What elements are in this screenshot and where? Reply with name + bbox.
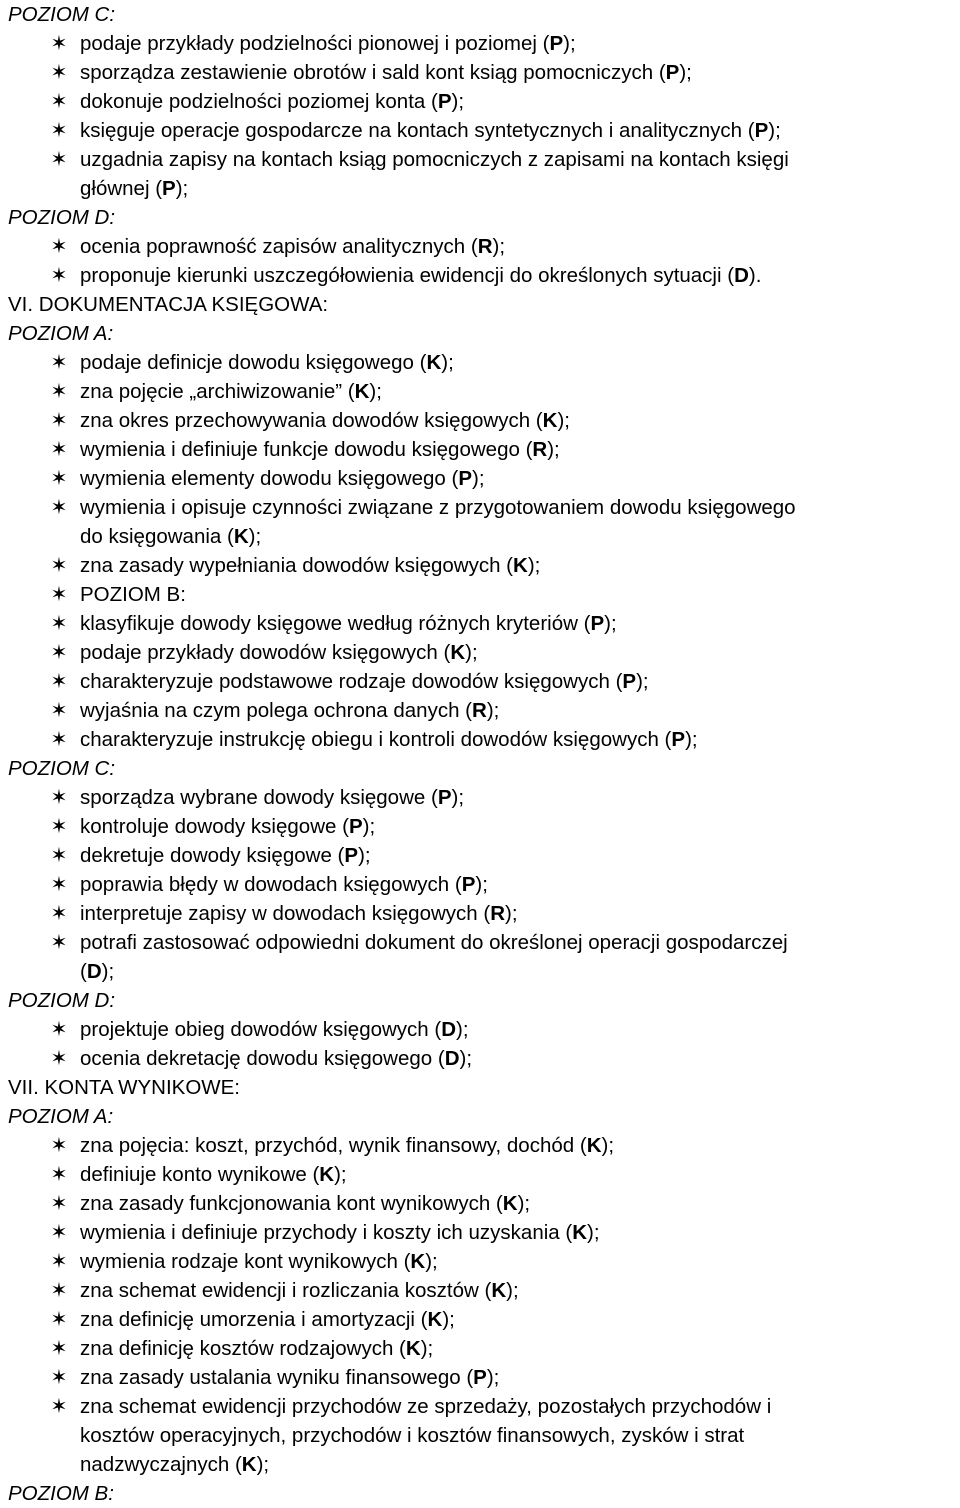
list-item — [8, 551, 960, 580]
list-item — [8, 1015, 960, 1044]
level-heading: POZIOM D: — [8, 989, 116, 1012]
requirement-code: R — [477, 235, 493, 258]
item-text: ). — [748, 264, 762, 287]
list-item — [8, 870, 960, 899]
item-text: ); — [604, 612, 617, 635]
star-bullet-icon: ✶ — [50, 1221, 68, 1244]
list-item — [8, 928, 960, 957]
list-item — [8, 667, 960, 696]
star-bullet-icon: ✶ — [50, 148, 68, 171]
list-item — [8, 725, 960, 754]
star-bullet-icon: ✶ — [50, 844, 68, 867]
list-item — [8, 1160, 960, 1189]
item-text: wyjaśnia na czym polega ochrona danych ( — [80, 699, 472, 722]
list-item — [8, 232, 960, 261]
list-item — [8, 116, 960, 145]
star-bullet-icon: ✶ — [50, 61, 68, 84]
item-text: charakteryzuje podstawowe rodzaje dowodów księgowych ( — [80, 670, 623, 693]
list-item — [8, 1044, 960, 1073]
list-item — [8, 29, 960, 58]
item-text: ); — [506, 1279, 519, 1302]
star-bullet-icon: ✶ — [50, 786, 68, 809]
item-text: zna definicję kosztów rodzajowych ( — [80, 1337, 406, 1360]
item-text: projektuje obieg dowodów księgowych ( — [80, 1018, 442, 1041]
item-text: poprawia błędy w dowodach księgowych ( — [80, 873, 462, 896]
item-text: POZIOM B: — [80, 583, 186, 606]
requirement-code: K — [233, 525, 249, 548]
list-item — [8, 783, 960, 812]
star-bullet-icon: ✶ — [50, 699, 68, 722]
requirement-code: P — [458, 467, 472, 490]
item-text: ); — [768, 119, 781, 142]
list-item — [8, 580, 960, 609]
requirement-code: K — [450, 641, 466, 664]
item-text: sporządza wybrane dowody księgowe ( — [80, 786, 438, 809]
requirement-code: P — [549, 32, 564, 55]
item-text: wymienia i definiuje funkcje dowodu księgowego ( — [80, 438, 533, 461]
requirement-code: K — [502, 1192, 518, 1215]
requirement-code: K — [405, 1337, 421, 1360]
level-heading: POZIOM C: — [8, 757, 116, 780]
star-bullet-icon: ✶ — [50, 1250, 68, 1273]
requirement-code: P — [348, 815, 363, 838]
star-bullet-icon: ✶ — [50, 264, 68, 287]
star-bullet-icon: ✶ — [50, 612, 68, 635]
item-text: ); — [472, 467, 485, 490]
requirement-code: K — [241, 1453, 257, 1476]
requirement-code: K — [586, 1134, 602, 1157]
list-item-continuation — [8, 522, 960, 551]
star-bullet-icon: ✶ — [50, 1018, 68, 1041]
item-text: wymienia i definiuje przychody i koszty ich uzyskania ( — [80, 1221, 573, 1244]
star-bullet-icon: ✶ — [50, 496, 68, 519]
item-text: ); — [475, 873, 488, 896]
item-text: głównej ( — [80, 177, 163, 200]
list-item — [8, 1131, 960, 1160]
star-bullet-icon: ✶ — [50, 902, 68, 925]
section-heading: VII. KONTA WYNIKOWE: — [8, 1076, 240, 1099]
item-text: wymienia elementy dowodu księgowego ( — [80, 467, 459, 490]
item-text: ); — [527, 554, 541, 577]
item-text: zna definicję umorzenia i amortyzacji ( — [80, 1308, 428, 1331]
item-text: ); — [557, 409, 570, 432]
star-bullet-icon: ✶ — [50, 1395, 68, 1418]
requirement-code: P — [162, 177, 176, 200]
star-bullet-icon: ✶ — [50, 931, 68, 954]
level-heading: POZIOM A: — [8, 1105, 114, 1128]
requirement-code: K — [491, 1279, 507, 1302]
list-item — [8, 1247, 960, 1276]
list-item-continuation — [8, 1450, 960, 1479]
item-text: definiuje konto wynikowe ( — [80, 1163, 320, 1186]
item-text: nadzwyczajnych ( — [80, 1453, 242, 1476]
list-item — [8, 1363, 960, 1392]
requirement-code: K — [426, 351, 442, 374]
list-item — [8, 841, 960, 870]
item-text: klasyfikuje dowody księgowe według różnych kryteriów ( — [80, 612, 591, 635]
star-bullet-icon: ✶ — [50, 1308, 68, 1331]
requirement-code: P — [437, 90, 452, 113]
item-text: księguje operacje gospodarcze na kontach syntetycznych i analitycznych ( — [80, 119, 755, 142]
requirement-code: P — [665, 61, 680, 84]
list-item — [8, 696, 960, 725]
document-body — [8, 0, 960, 1508]
level-heading: POZIOM C: — [8, 3, 116, 26]
requirement-code: K — [542, 409, 558, 432]
star-bullet-icon: ✶ — [50, 1279, 68, 1302]
item-text: zna zasady ustalania wyniku finansowego ( — [80, 1366, 474, 1389]
star-bullet-icon: ✶ — [50, 90, 68, 113]
star-bullet-icon: ✶ — [50, 119, 68, 142]
item-text: ); — [679, 61, 692, 84]
item-text: ); — [256, 1453, 270, 1476]
item-text: ); — [486, 699, 500, 722]
item-text: ocenia dekretację dowodu księgowego ( — [80, 1047, 445, 1070]
list-item-continuation — [8, 1421, 960, 1450]
item-text: proponuje kierunki uszczegółowienia ewidencji do określonych sytuacji ( — [80, 264, 735, 287]
item-text: ocenia poprawność zapisów analitycznych ( — [80, 235, 478, 258]
item-text: ); — [451, 90, 465, 113]
star-bullet-icon: ✶ — [50, 1337, 68, 1360]
item-text: ); — [358, 844, 371, 867]
star-bullet-icon: ✶ — [50, 583, 68, 606]
star-bullet-icon: ✶ — [50, 728, 68, 751]
item-text: ); — [442, 1308, 455, 1331]
requirement-code: P — [754, 119, 769, 142]
level-heading: POZIOM B: — [8, 1482, 114, 1505]
item-text: wymienia rodzaje kont wynikowych ( — [80, 1250, 411, 1273]
list-item — [8, 1189, 960, 1218]
item-text: do księgowania ( — [80, 525, 234, 548]
item-text: charakteryzuje instrukcję obiegu i kontroli dowodów księgowych ( — [80, 728, 672, 751]
list-item — [8, 1305, 960, 1334]
list-item — [8, 1334, 960, 1363]
item-text: dokonuje podzielności poziomej konta ( — [80, 90, 438, 113]
list-item — [8, 899, 960, 928]
item-text: podaje przykłady podzielności pionowej i poziomej ( — [80, 32, 550, 55]
item-text: ); — [441, 351, 454, 374]
list-item — [8, 609, 960, 638]
item-text: ); — [101, 960, 115, 983]
list-item — [8, 348, 960, 377]
requirement-code: D — [734, 264, 749, 287]
list-item — [8, 1276, 960, 1305]
list-item — [8, 1392, 960, 1421]
item-text: ); — [175, 177, 189, 200]
list-item — [8, 406, 960, 435]
requirement-code: R — [472, 699, 487, 722]
star-bullet-icon: ✶ — [50, 815, 68, 838]
star-bullet-icon: ✶ — [50, 351, 68, 374]
star-bullet-icon: ✶ — [50, 467, 68, 490]
requirement-code: D — [86, 960, 102, 983]
star-bullet-icon: ✶ — [50, 438, 68, 461]
item-text: ( — [80, 960, 87, 983]
item-text: zna pojęcie „archiwizowanie” ( — [80, 380, 355, 403]
requirement-code: P — [461, 873, 476, 896]
list-item — [8, 435, 960, 464]
item-text: potrafi zastosować odpowiedni dokument do określonej operacji gospodarczej — [80, 931, 788, 954]
item-text: kontroluje dowody księgowe ( — [80, 815, 349, 838]
item-text: wymienia i opisuje czynności związane z przygotowaniem dowodu księgowego — [80, 496, 796, 519]
item-text: ); — [334, 1163, 347, 1186]
list-item — [8, 377, 960, 406]
item-text: ); — [492, 235, 506, 258]
requirement-code: K — [513, 554, 528, 577]
item-text: zna pojęcia: koszt, przychód, wynik finansowy, dochód ( — [80, 1134, 587, 1157]
star-bullet-icon: ✶ — [50, 409, 68, 432]
list-item-continuation — [8, 957, 960, 986]
star-bullet-icon: ✶ — [50, 32, 68, 55]
requirement-code: P — [622, 670, 637, 693]
star-bullet-icon: ✶ — [50, 380, 68, 403]
star-bullet-icon: ✶ — [50, 1163, 68, 1186]
list-item — [8, 58, 960, 87]
item-text: ); — [451, 786, 465, 809]
item-text: zna zasady wypełniania dowodów księgowych ( — [80, 554, 514, 577]
item-text: ); — [636, 670, 649, 693]
item-text: dekretuje dowody księgowe ( — [80, 844, 345, 867]
item-text: ); — [459, 1047, 473, 1070]
list-item — [8, 261, 960, 290]
item-text: podaje przykłady dowodów księgowych ( — [80, 641, 451, 664]
list-item — [8, 812, 960, 841]
requirement-code: P — [344, 844, 359, 867]
star-bullet-icon: ✶ — [50, 670, 68, 693]
item-text: ); — [505, 902, 518, 925]
item-text: zna schemat ewidencji i rozliczania kosztów ( — [80, 1279, 492, 1302]
star-bullet-icon: ✶ — [50, 1366, 68, 1389]
item-text: podaje definicje dowodu księgowego ( — [80, 351, 427, 374]
requirement-code: K — [427, 1308, 443, 1331]
item-text: uzgadnia zapisy na kontach ksiąg pomocniczych z zapisami na kontach księgi — [80, 148, 789, 171]
requirement-code: P — [590, 612, 605, 635]
level-heading: POZIOM D: — [8, 206, 116, 229]
list-item — [8, 145, 960, 174]
item-text: ); — [547, 438, 560, 461]
item-text: ); — [425, 1250, 438, 1273]
list-item — [8, 464, 960, 493]
item-text: ); — [601, 1134, 615, 1157]
item-text: ); — [456, 1018, 469, 1041]
requirement-code: K — [319, 1163, 335, 1186]
list-item — [8, 1218, 960, 1247]
item-text: ); — [517, 1192, 531, 1215]
requirement-code: P — [473, 1366, 487, 1389]
item-text: ); — [563, 32, 576, 55]
requirement-code: R — [532, 438, 548, 461]
requirement-code: K — [354, 380, 370, 403]
item-text: ); — [685, 728, 698, 751]
item-text: sporządza zestawienie obrotów i sald kont ksiąg pomocniczych ( — [80, 61, 666, 84]
item-text: zna zasady funkcjonowania kont wynikowych ( — [80, 1192, 503, 1215]
star-bullet-icon: ✶ — [50, 554, 68, 577]
star-bullet-icon: ✶ — [50, 1192, 68, 1215]
item-text: ); — [486, 1366, 500, 1389]
requirement-code: R — [490, 902, 506, 925]
item-text: ); — [362, 815, 376, 838]
item-text: ); — [369, 380, 382, 403]
item-text: interpretuje zapisy w dowodach księgowych ( — [80, 902, 491, 925]
requirement-code: D — [444, 1047, 460, 1070]
list-item — [8, 493, 960, 522]
item-text: kosztów operacyjnych, przychodów i kosztów finansowych, zysków i strat — [80, 1424, 745, 1447]
item-text: ); — [465, 641, 478, 664]
requirement-code: K — [410, 1250, 426, 1273]
item-text: ); — [420, 1337, 434, 1360]
item-text: ); — [587, 1221, 600, 1244]
item-text: ); — [248, 525, 262, 548]
list-item — [8, 87, 960, 116]
list-item — [8, 638, 960, 667]
item-text: zna schemat ewidencji przychodów ze sprzedaży, pozostałych przychodów i — [80, 1395, 772, 1418]
item-text: zna okres przechowywania dowodów księgowych ( — [80, 409, 543, 432]
star-bullet-icon: ✶ — [50, 1047, 68, 1070]
requirement-code: P — [437, 786, 452, 809]
section-heading: VI. DOKUMENTACJA KSIĘGOWA: — [8, 293, 329, 316]
star-bullet-icon: ✶ — [50, 1134, 68, 1157]
level-heading: POZIOM A: — [8, 322, 114, 345]
requirement-code: D — [441, 1018, 457, 1041]
list-item-continuation — [8, 174, 960, 203]
star-bullet-icon: ✶ — [50, 235, 68, 258]
star-bullet-icon: ✶ — [50, 873, 68, 896]
requirement-code: P — [671, 728, 686, 751]
star-bullet-icon: ✶ — [50, 641, 68, 664]
requirement-code: K — [572, 1221, 588, 1244]
